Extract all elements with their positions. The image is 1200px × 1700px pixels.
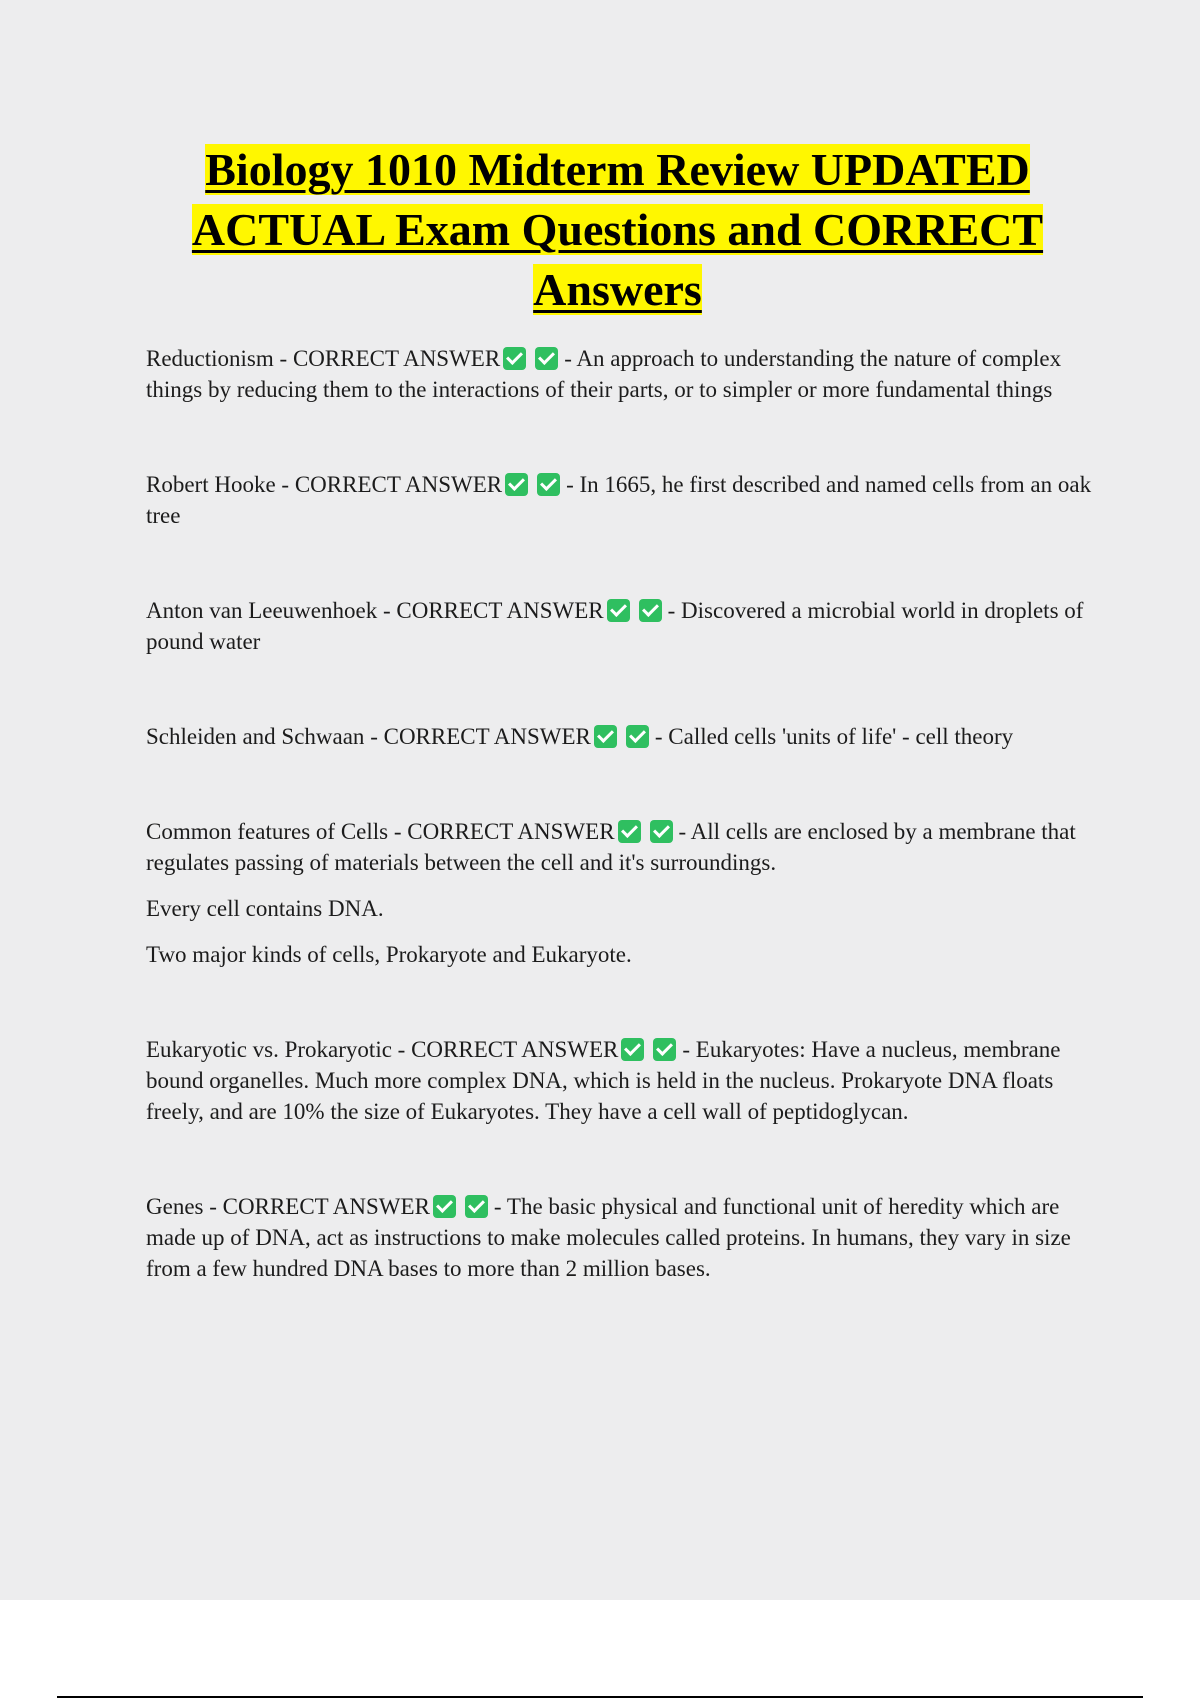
qa-entry-reductionism (146, 343, 1096, 405)
footer-divider (57, 1696, 1143, 1698)
document-title (120, 140, 1115, 320)
answer-marker: CORRECT ANSWER (292, 346, 501, 371)
entry-term: Common features of Cells (146, 819, 389, 844)
check-mark-icon (621, 1038, 644, 1061)
entry-answer: Eukaryotes: Have a nucleus, membrane bound organelles. Much more complex DNA, which is held in the nucleus. Prokaryote DNA floats freely, and are 10% the size of Eukaryotes. They have a cell wall of peptidoglycan. (146, 1037, 1061, 1124)
entry-term: Robert Hooke (146, 472, 276, 497)
check-mark-icon (433, 1195, 456, 1218)
check-mark-icon (650, 820, 673, 843)
check-mark-icon (594, 725, 617, 748)
qa-entry-text: Common features of Cells - CORRECT ANSWER - All cells are enclosed by a membrane that regulates passing of materials between the cell and it's surroundings. (146, 819, 1076, 875)
answer-marker: CORRECT ANSWER (294, 472, 503, 497)
entry-answer: In 1665, he first described and named cells from an oak tree (146, 472, 1092, 528)
entry-term: Eukaryotic vs. Prokaryotic (146, 1037, 392, 1062)
answer-marker: CORRECT ANSWER (222, 1194, 430, 1219)
entry-answer: An approach to understanding the nature of complex things by reducing them to the interactions of their parts, or to simpler or more fundamental things (146, 346, 1062, 402)
qa-entry-text: Robert Hooke - CORRECT ANSWER - In 1665, he first described and named cells from an oak tree (146, 472, 1092, 528)
qa-entry-eukaryotic-vs-prokaryotic (146, 1034, 1096, 1127)
check-mark-icon (639, 599, 662, 622)
qa-entry-text: Anton van Leeuwenhoek - CORRECT ANSWER - Discovered a microbial world in droplets of pound water (146, 598, 1084, 654)
check-mark-icon (535, 347, 558, 370)
entry-extra-line: Two major kinds of cells, Prokaryote and Eukaryote. (146, 942, 632, 967)
answer-marker: CORRECT ANSWER (411, 1037, 619, 1062)
entry-answer: All cells are enclosed by a membrane that regulates passing of materials between the cell and it's surroundings. (146, 819, 1076, 875)
qa-list (146, 343, 1096, 1348)
answer-marker: CORRECT ANSWER (383, 724, 591, 749)
entry-term: Genes (146, 1194, 204, 1219)
check-mark-icon (626, 725, 649, 748)
qa-entry-text: Reductionism - CORRECT ANSWER - An approach to understanding the nature of complex things by reducing them to the interactions of their parts, or to simpler or more fundamental things (146, 346, 1062, 402)
entry-extra-line: Every cell contains DNA. (146, 896, 384, 921)
qa-entry-text: Schleiden and Schwaan - CORRECT ANSWER - Called cells 'units of life' - cell theory (146, 724, 1014, 749)
qa-entry-common-features (146, 816, 1096, 970)
qa-entry-leeuwenhoek (146, 595, 1096, 657)
check-mark-icon (465, 1195, 488, 1218)
entry-answer: Called cells 'units of life' - cell theory (668, 724, 1014, 749)
qa-entry-genes (146, 1191, 1096, 1284)
document-title-text: Biology 1010 Midterm Review UPDATED ACTUAL Exam Questions and CORRECT Answers (191, 144, 1044, 315)
check-mark-icon (607, 599, 630, 622)
entry-term: Reductionism (146, 346, 274, 371)
qa-entry-text: Genes - CORRECT ANSWER - The basic physical and functional unit of heredity which are made up of DNA, act as instructions to make molecules called proteins. In humans, they vary in size from a few hundred DNA bases to more than 2 million bases. (146, 1194, 1071, 1281)
check-mark-icon (505, 473, 528, 496)
entry-term: Schleiden and Schwaan (146, 724, 365, 749)
check-mark-icon (618, 820, 641, 843)
answer-marker: CORRECT ANSWER (396, 598, 604, 623)
qa-entry-schleiden-schwaan (146, 721, 1096, 752)
entry-answer: The basic physical and functional unit of heredity which are made up of DNA, act as instructions to make molecules called proteins. In humans, they vary in size from a few hundred DNA bases to more than 2 million bases. (146, 1194, 1071, 1281)
check-mark-icon (503, 347, 526, 370)
answer-marker: CORRECT ANSWER (407, 819, 615, 844)
check-mark-icon (537, 473, 560, 496)
entry-answer: Discovered a microbial world in droplets of pound water (146, 598, 1084, 654)
check-mark-icon (653, 1038, 676, 1061)
qa-entry-robert-hooke (146, 469, 1096, 531)
entry-term: Anton van Leeuwenhoek (146, 598, 378, 623)
qa-entry-text: Eukaryotic vs. Prokaryotic - CORRECT ANSWER - Eukaryotes: Have a nucleus, membrane bound organelles. Much more complex DNA, which is held in the nucleus. Prokaryote DNA floats freely, and are 10% the size of Eukaryotes. They have a cell wall of peptidoglycan. (146, 1037, 1061, 1124)
